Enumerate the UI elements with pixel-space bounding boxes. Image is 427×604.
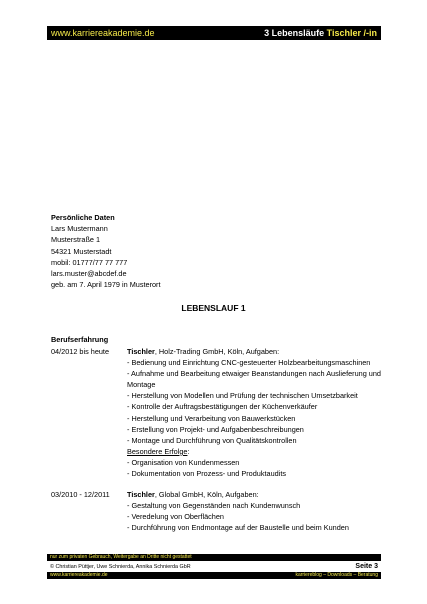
header-bar [47, 26, 381, 40]
task-item: - Gestaltung von Gegenständen nach Kundenwunsch [127, 501, 301, 511]
task-item: - Herstellung von Modellen und Prüfung der technischen Umsetzbarkeit [127, 391, 358, 401]
task-item: - Durchführung von Endmontage auf der Baustelle und beim Kunden [127, 523, 349, 533]
task-item: - Montage und Durchführung von Qualitätskontrollen [127, 435, 297, 445]
footer-notice-bar [47, 554, 381, 561]
header-website-link[interactable]: www.karriereakademie.de [51, 28, 155, 38]
cv-title: LEBENSLAUF 1 [181, 303, 246, 313]
entry-date: 03/2010 - 12/2011 [51, 490, 110, 499]
success-heading: Besondere Erfolge: [127, 446, 190, 456]
footer-link-bar [47, 572, 381, 579]
task-item: - Kontrolle der Auftragsbestätigungen der Küchenverkäufer [127, 402, 318, 412]
header-document-title: 3 Lebensläufe Tischler /-in [264, 28, 377, 38]
task-item: - Herstellung und Verarbeitung von Bauwerkstücken [127, 413, 296, 423]
personal-data-heading: Persönliche Daten [51, 213, 115, 222]
success-item: - Dokumentation von Prozess- und Produktaudits [127, 469, 286, 479]
personal-name: Lars Mustermann [51, 224, 108, 234]
page-number: Seite 3 [355, 563, 378, 570]
entry-position: Tischler, Holz-Trading GmbH, Köln, Aufgaben: [127, 347, 280, 356]
personal-mobile: mobil: 01777/77 77 777 [51, 257, 128, 267]
footer-copyright: © Christian Püttjer, Uwe Schnierda, Annika Schnierda GbR [50, 564, 191, 570]
task-item: - Bedienung und Einrichtung CNC-gesteuerter Holzbearbeitungsmaschinen [127, 358, 371, 368]
entry-body [127, 489, 381, 533]
footer-website-link[interactable]: www.karriereakademie.de [50, 572, 108, 578]
task-item: - Aufnahme und Bearbeitung etwaiger Beanstandungen nach Auslieferung und Montage [127, 369, 381, 390]
personal-birth: geb. am 7. April 1979 in Musterort [51, 280, 161, 290]
footer-links[interactable]: karriereblog – Downloads – Beratung [295, 572, 378, 578]
task-item: - Veredelung von Oberflächen [127, 512, 224, 522]
personal-street: Musterstraße 1 [51, 235, 101, 245]
personal-city: 54321 Musterstadt [51, 246, 112, 256]
personal-email: lars.muster@abcdef.de [51, 269, 127, 279]
personal-data-block [51, 212, 161, 290]
section-heading-experience: Berufserfahrung [51, 335, 109, 344]
footer-notice: nur zum privaten Gebrauch, Weitergabe an Dritte nicht gestattet [50, 554, 192, 560]
success-item: - Organisation von Kundenmessen [127, 457, 240, 467]
footer-info [47, 562, 381, 572]
entry-position: Tischler, Global GmbH, Köln, Aufgaben: [127, 490, 259, 499]
entry-body [127, 346, 381, 479]
task-item: - Erstellung von Projekt- und Aufgabenbeschreibungen [127, 424, 304, 434]
entry-date: 04/2012 bis heute [51, 347, 110, 356]
